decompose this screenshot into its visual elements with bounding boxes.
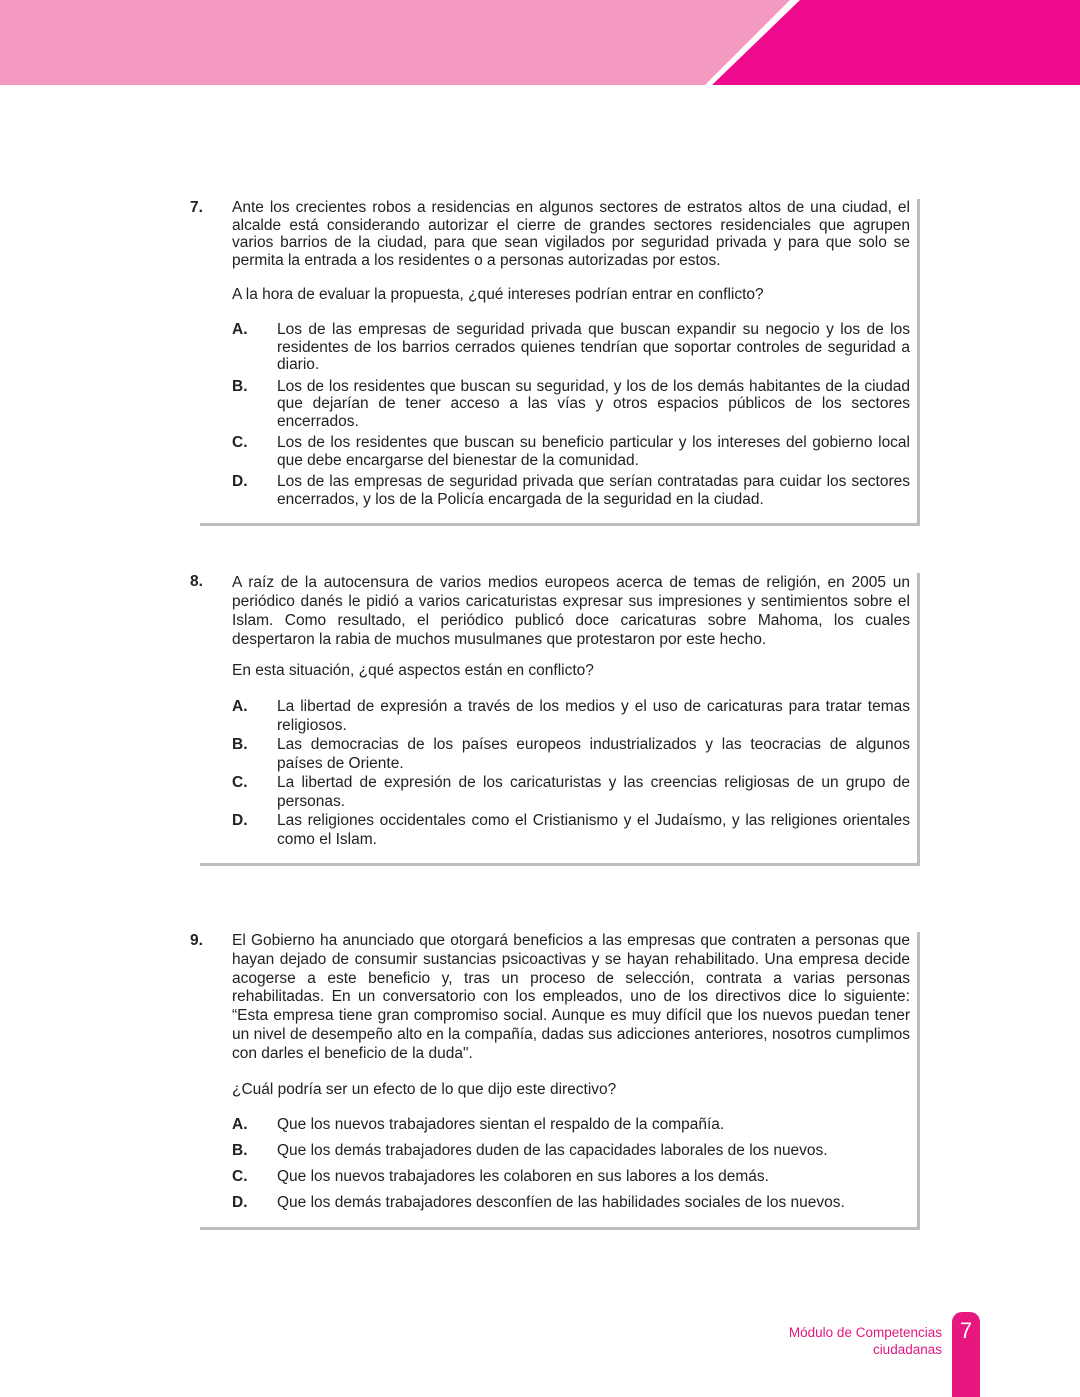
option-letter: B.	[232, 1141, 248, 1159]
question-number: 8.	[190, 573, 203, 590]
question-9	[190, 932, 920, 1230]
option-c[interactable]	[232, 434, 910, 469]
option-b[interactable]	[232, 1142, 910, 1160]
footer-line-1: Módulo de Competencias	[788, 1325, 942, 1340]
option-letter: D.	[232, 1193, 248, 1211]
option-b[interactable]	[232, 735, 910, 773]
option-letter: A.	[232, 1115, 248, 1133]
option-letter: D.	[232, 812, 248, 829]
question-number: 9.	[190, 932, 203, 949]
option-text: Que los demás trabajadores desconfíen de las habilidades sociales de los nuevos.	[277, 1193, 845, 1211]
footer-module-title	[789, 1324, 942, 1358]
option-letter: C.	[232, 774, 248, 791]
option-text: Los de las empresas de seguridad privada que serían contratadas para cuidar los sectores encerrados, y los de la Policía encargada de la seguridad en la ciudad.	[277, 473, 910, 508]
option-text: Las democracias de los países europeos industrializados y las teocracias de algunos países de Oriente.	[277, 736, 910, 772]
option-letter: C.	[232, 1167, 248, 1185]
page-number-tab	[952, 1312, 980, 1397]
question-prompt: ¿Cuál podría ser un efecto de lo que dijo este directivo?	[232, 1080, 617, 1098]
option-letter: A.	[232, 698, 248, 715]
page-number: 7	[959, 1318, 973, 1343]
question-number: 7.	[190, 199, 203, 216]
option-letter: A.	[232, 321, 248, 338]
option-b[interactable]	[232, 378, 910, 431]
option-text: Que los demás trabajadores duden de las capacidades laborales de los nuevos.	[277, 1141, 828, 1159]
option-d[interactable]	[232, 473, 910, 508]
header-banner	[0, 0, 1080, 85]
option-letter: C.	[232, 434, 248, 451]
option-c[interactable]	[232, 773, 910, 811]
question-stem: El Gobierno ha anunciado que otorgará beneficios a las empresas que contraten a personas que hayan dejado de consumir sustancias psicoactivas y se hayan rehabilitado. Una empresa decide acogerse a este beneficio y, tras un proceso de selección, contrata a varias personas rehabilitadas. En un conversatorio con los empleados, uno de los directivos dice lo siguiente: “Esta empresa tiene gran compromiso social. Aunque es muy difícil que los nuevos puedan tener un nivel de desempeño alto en la compañía, dadas sus adicciones anteriores, nosotros cumplimos con darles el beneficio de la duda".	[232, 932, 910, 1062]
option-a[interactable]	[232, 697, 910, 735]
option-text: Los de los residentes que buscan su beneficio particular y los intereses del gobierno local que debe encargarse del bienestar de la comunidad.	[277, 434, 910, 469]
question-prompt: A la hora de evaluar la propuesta, ¿qué intereses podrían entrar en conflicto?	[232, 286, 764, 303]
option-text: Los de los residentes que buscan su seguridad, y los de los demás habitantes de la ciudad que dejarían de tener acceso a las vías y otros espacios públicos de los sectores encerrados.	[277, 377, 910, 430]
option-d[interactable]	[232, 811, 910, 849]
answer-options	[232, 321, 910, 508]
option-c[interactable]	[232, 1168, 910, 1186]
question-7	[190, 199, 920, 526]
option-text: La libertad de expresión a través de los medios y el uso de caricaturas para tratar temas religiosos.	[277, 698, 910, 734]
question-stem: A raíz de la autocensura de varios medios europeos acerca de temas de religión, en 2005 un periódico danés le pidió a varios caricaturistas expresar sus impresiones y sentimientos sobre el Islam. Como resultado, el periódico publicó doce caricaturas sobre Mahoma, los cuales despertaron la rabia de muchos musulmanes que protestaron por este hecho.	[232, 574, 910, 648]
option-letter: D.	[232, 473, 248, 490]
question-prompt: En esta situación, ¿qué aspectos están en conflicto?	[232, 662, 594, 679]
option-a[interactable]	[232, 321, 910, 374]
option-text: Las religiones occidentales como el Cristianismo y el Judaísmo, y las religiones orientales como el Islam.	[277, 812, 910, 848]
option-letter: B.	[232, 377, 248, 395]
question-stem: Ante los crecientes robos a residencias en algunos sectores de estratos altos de una ciudad, el alcalde está considerando autorizar el cierre de grandes sectores residenciales que agrupen varios barrios de la ciudad, para que sean vigilados por seguridad privada y para que solo se permita la entrada a los residentes o a personas autorizadas por estos.	[232, 199, 910, 269]
answer-options	[232, 697, 910, 849]
option-d[interactable]	[232, 1194, 910, 1212]
option-text: Que los nuevos trabajadores sientan el respaldo de la compañía.	[277, 1115, 725, 1133]
option-letter: B.	[232, 736, 248, 753]
option-text: Que los nuevos trabajadores les colaboren en sus labores a los demás.	[277, 1167, 769, 1185]
answer-options	[232, 1116, 910, 1212]
option-text: La libertad de expresión de los caricaturistas y las creencias religiosas de un grupo de personas.	[277, 774, 910, 810]
option-text: Los de las empresas de seguridad privada que buscan expandir su negocio y los de los residentes de los barrios cerrados quienes tendrían que soportar controles de seguridad a diario.	[277, 321, 910, 373]
option-a[interactable]	[232, 1116, 910, 1134]
question-8	[190, 573, 920, 866]
footer-line-2: ciudadanas	[872, 1342, 942, 1357]
